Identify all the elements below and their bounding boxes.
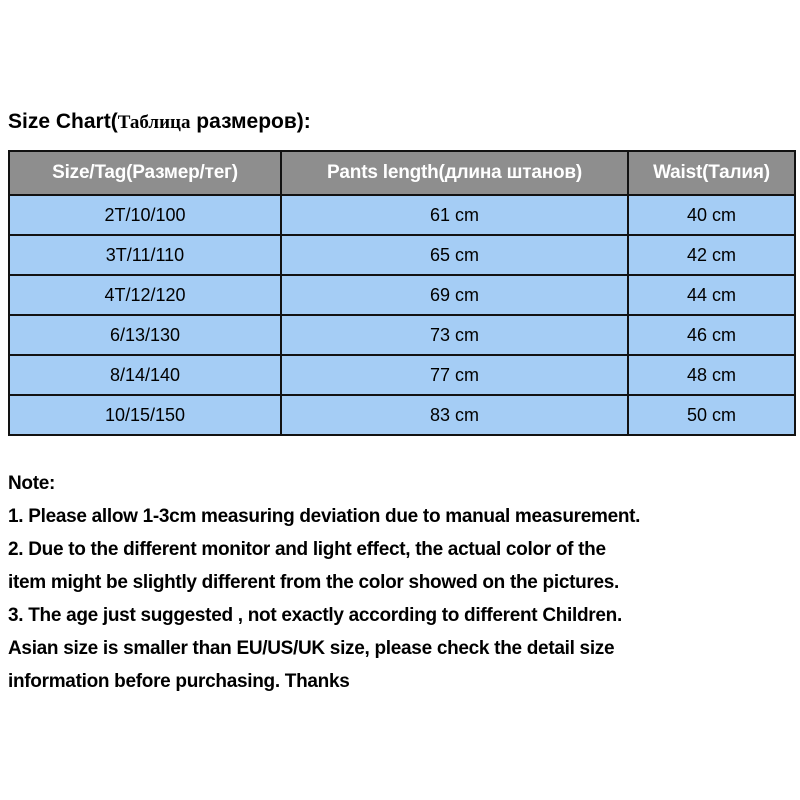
table-row [9, 315, 795, 355]
table-row [9, 275, 795, 315]
note-heading: Note: [8, 473, 56, 494]
note-line-1: 1. Please allow 1-3cm measuring deviation due to manual measurement. [8, 506, 641, 527]
cell-pants-length: 65 cm [281, 235, 628, 275]
col-header-pants-length: Pants length(длина штанов) [281, 151, 628, 195]
table-row [9, 355, 795, 395]
cell-pants-length: 69 cm [281, 275, 628, 315]
page-title [8, 110, 311, 134]
cell-waist: 44 cm [628, 275, 795, 315]
table-row [9, 235, 795, 275]
cell-size: 8/14/140 [9, 355, 281, 395]
cell-size: 10/15/150 [9, 395, 281, 435]
table-row [9, 195, 795, 235]
size-chart-table [8, 150, 796, 436]
note-line-4: 3. The age just suggested , not exactly according to different Children. [8, 605, 622, 626]
cell-pants-length: 77 cm [281, 355, 628, 395]
cell-waist: 40 cm [628, 195, 795, 235]
col-header-waist: Waist(Талия) [628, 151, 795, 195]
cell-size: 3T/11/110 [9, 235, 281, 275]
page-title-ru-serif: Таблица [117, 112, 191, 133]
page-title-ru: размеров): [190, 110, 311, 133]
note-line-3: item might be slightly different from the color showed on the pictures. [8, 572, 620, 593]
note-section [8, 467, 640, 698]
col-header-size-tag: Size/Tag(Размер/тег) [9, 151, 281, 195]
cell-waist: 42 cm [628, 235, 795, 275]
cell-waist: 50 cm [628, 395, 795, 435]
note-line-2: 2. Due to the different monitor and light effect, the actual color of the [8, 539, 606, 560]
note-line-6: information before purchasing. Thanks [8, 671, 350, 692]
table-row [9, 395, 795, 435]
cell-pants-length: 61 cm [281, 195, 628, 235]
cell-waist: 48 cm [628, 355, 795, 395]
page-title-en: Size Chart( [8, 110, 118, 133]
cell-waist: 46 cm [628, 315, 795, 355]
cell-size: 4T/12/120 [9, 275, 281, 315]
note-line-5: Asian size is smaller than EU/US/UK size, please check the detail size [8, 638, 615, 659]
cell-size: 6/13/130 [9, 315, 281, 355]
cell-pants-length: 73 cm [281, 315, 628, 355]
cell-pants-length: 83 cm [281, 395, 628, 435]
cell-size: 2T/10/100 [9, 195, 281, 235]
table-header-row [9, 151, 795, 195]
